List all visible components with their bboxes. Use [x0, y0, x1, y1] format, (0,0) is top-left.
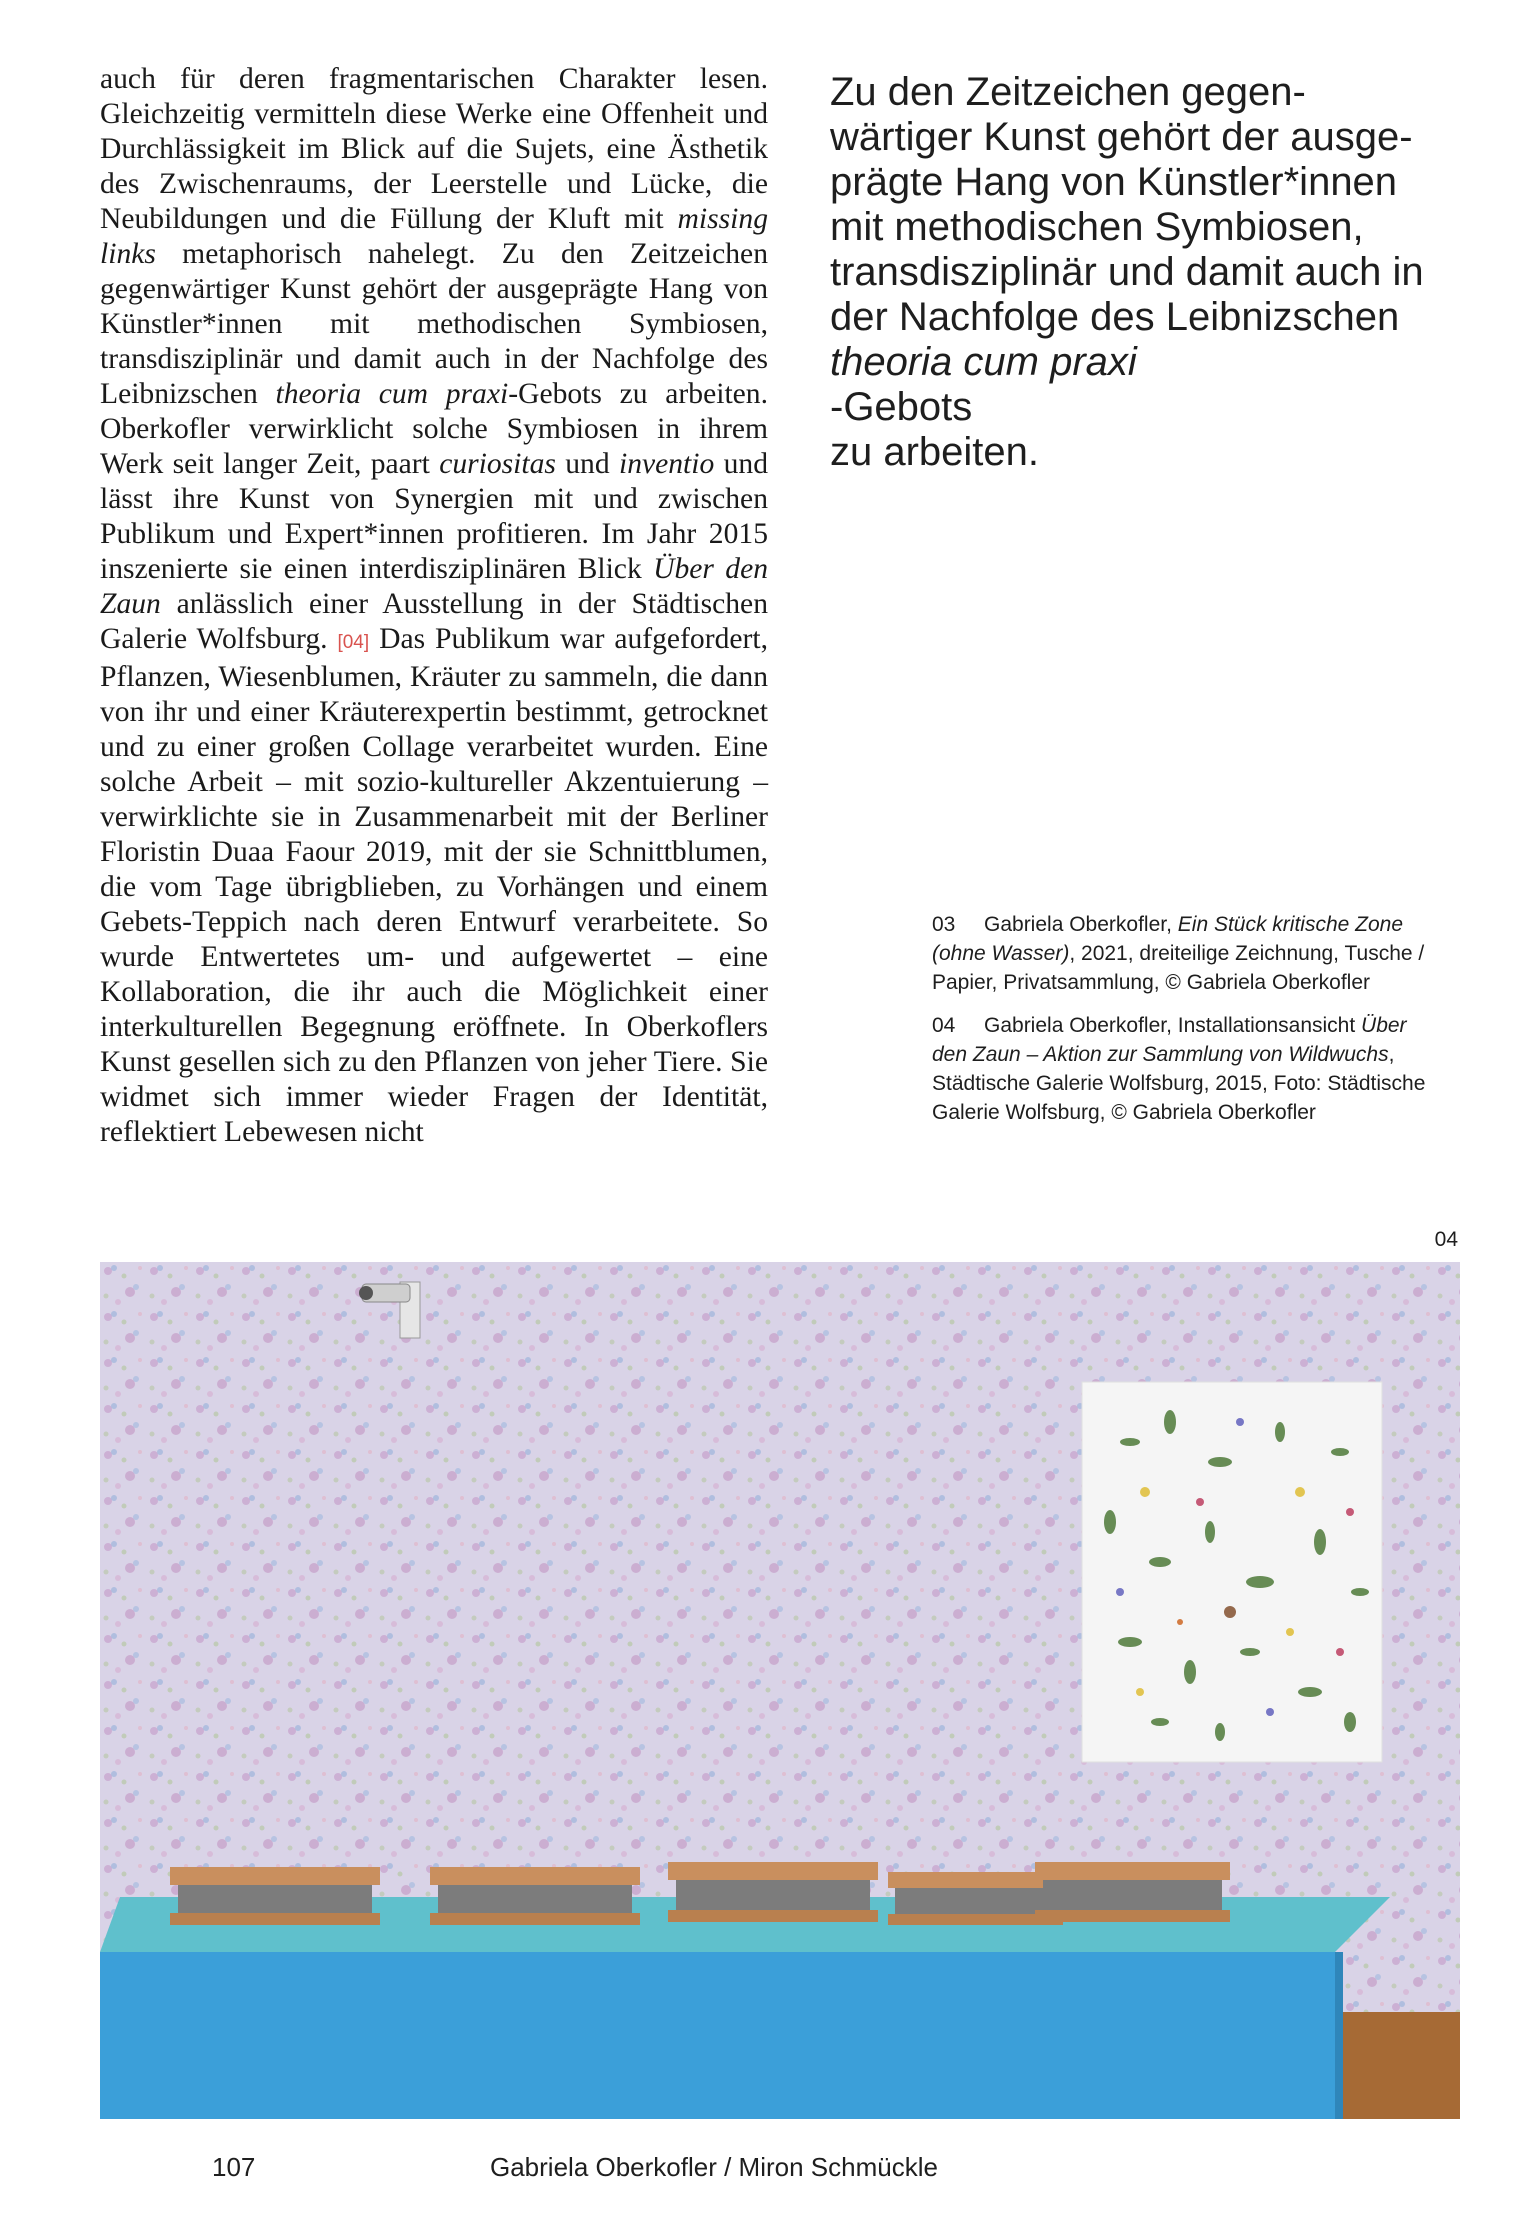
pull-quote-line: zu arbeiten.: [830, 430, 1040, 474]
pull-quote-line: mit methodischen Symbiosen,: [830, 205, 1364, 249]
italic-term: inventio: [618, 448, 715, 480]
pull-quote-line: [830, 340, 1470, 430]
caption-03: [932, 910, 1432, 997]
text-segment: -Gebots zu arbeiten. Oberkofler verwirklicht solche Symbiosen in ihrem Werk seit langer Zeit, paart: [100, 378, 768, 480]
wood-floor: [1330, 2012, 1460, 2119]
body-paragraph: [100, 62, 768, 1150]
text-segment: Das Publikum war aufgefordert, Pflanzen, Wiesenblumen, Kräuter zu sammeln, die dann von ihr und einer Kräuterexpertin bestimmt, getrocknet und zu einer großen Collage verarbeitet wurden. Eine solche Arbeit – mit sozio-kultureller Akzentuierung – verwirklichte sie in Zusammenarbeit mit der Berliner Floristin Duaa Faour 2019, mit der sie Schnittblumen, die vom Tage übrigblieben, zu Vorhängen und einem Gebets-Teppich nach deren Entwurf verarbeitete. So wurde Entwertetes um- und aufgewertet – eine Kollaboration, die ihr auch die Möglichkeit einer interkulturellen Begegnung eröffnete. In Oberkoflers Kunst gesellen sich zu den Pflanzen von jeher Tiere. Sie widmet sich immer wieder Fragen der Identität, reflektiert Lebewesen nicht: [100, 623, 768, 1148]
figure-reference-link[interactable]: [04]: [337, 632, 370, 653]
plant-collage: [1082, 1382, 1382, 1762]
pull-quote-line: der Nachfolge des Leibnizschen: [830, 295, 1400, 339]
pull-quote: [830, 70, 1470, 475]
caption-details: , Städtische Galerie Wolfsburg, 2015, Foto: Städtische Galerie Wolfsburg, © Gabriela Oberkofler: [932, 1043, 1426, 1124]
plant-presses: [170, 1862, 1230, 1925]
figure-captions: [932, 910, 1432, 1141]
pull-quote-line: prägte Hang von Künstler*innen: [830, 160, 1398, 204]
page-number: 107: [212, 2152, 256, 2182]
text-segment: und lässt ihre Kunst von Synergien mit und zwischen Publikum und Expert*innen profitieren. Im Jahr 2015 inszenierte sie einen interdisziplinären Blick: [100, 448, 769, 585]
body-text: [100, 62, 768, 1150]
caption-title: Ein Stück kritische Zone (ohne Wasser): [932, 913, 1404, 965]
italic-term: Über den Zaun: [100, 553, 768, 620]
pull-quote-line: Zu den Zeitzeichen gegen-: [830, 70, 1306, 114]
pull-quote-line: transdisziplinär und damit auch in: [830, 250, 1424, 294]
pull-quote-line: wärtiger Kunst gehört der ausge-: [830, 115, 1413, 159]
caption-author: Gabriela Oberkofler, Installationsansicht: [984, 1014, 1362, 1037]
text-segment: -Gebots: [830, 385, 973, 429]
italic-term: curiositas: [439, 448, 556, 480]
caption-04: [932, 1011, 1432, 1127]
installation-photo: [100, 1262, 1460, 2119]
caption-number: 03: [932, 913, 956, 936]
figure-number-label: 04: [1434, 1228, 1458, 1251]
caption-title: Über den Zaun – Aktion zur Sammlung von Wildwuchs: [932, 1014, 1407, 1066]
italic-term: missing links: [100, 203, 768, 270]
running-footer-authors: Gabriela Oberkofler / Miron Schmückle: [490, 2152, 938, 2182]
text-segment: metaphorisch nahelegt. Zu den Zeitzeichen gegenwärtiger Kunst gehört der ausgeprägte Hang von Künstler*innen mit methodischen Symbiosen, transdisziplinär und damit auch in der Nachfolge des Leibnizschen: [100, 238, 768, 410]
italic-term: theoria cum praxi: [275, 378, 509, 410]
caption-details: , 2021, dreiteilige Zeichnung, Tusche / Papier, Privatsammlung, © Gabriela Oberkofler: [932, 942, 1425, 994]
italic-term: theoria cum praxi: [830, 340, 1137, 384]
caption-author: Gabriela Oberkofler,: [984, 913, 1178, 936]
text-segment: auch für deren fragmentarischen Charakter lesen. Gleichzeitig vermitteln diese Werke eine Offenheit und Durchlässigkeit im Blick auf die Sujets, eine Ästhetik des Zwischenraums, der Leerstelle und Lücke, die Neubildungen und die Füllung der Kluft mit: [100, 63, 768, 235]
blue-pedestal: [100, 1897, 1390, 2119]
caption-number: 04: [932, 1014, 956, 1037]
text-segment: und: [555, 448, 619, 480]
text-segment: anlässlich einer Ausstellung in der Städtischen Galerie Wolfsburg.: [100, 588, 768, 655]
